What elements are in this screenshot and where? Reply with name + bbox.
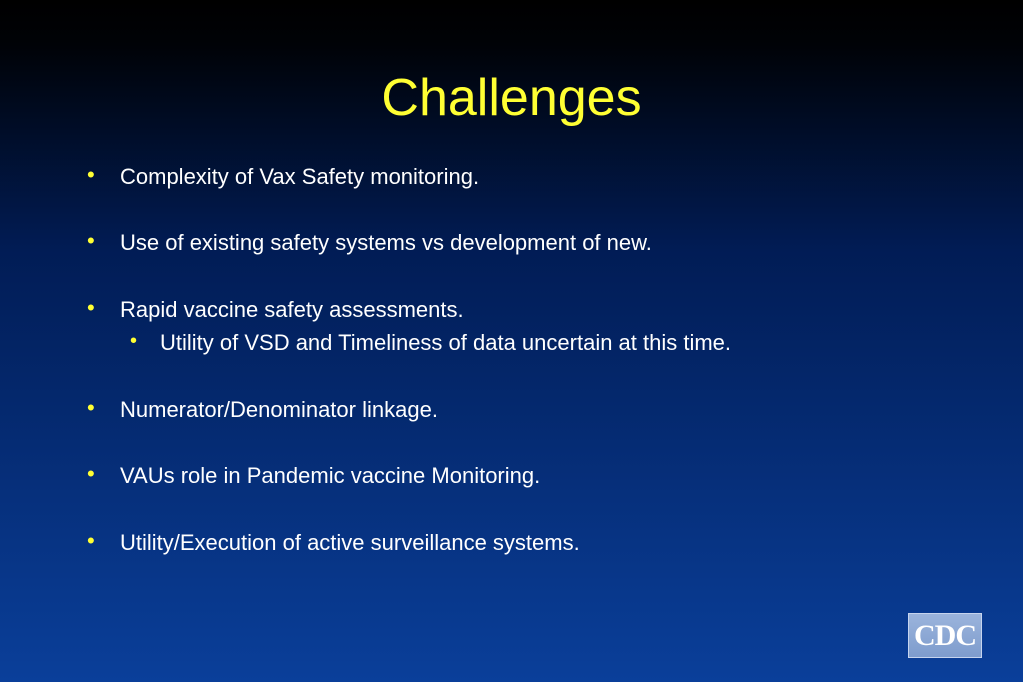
- bullet-icon: •: [87, 295, 95, 320]
- cdc-logo: CDC: [908, 613, 982, 658]
- bullet-text: VAUs role in Pandemic vaccine Monitoring.: [120, 463, 541, 488]
- bullet-text: Use of existing safety systems vs development of new.: [120, 230, 652, 255]
- bullet-text: Utility/Execution of active surveillance systems.: [120, 530, 580, 555]
- bullet-text: Numerator/Denominator linkage.: [120, 397, 438, 422]
- bullet-text: Complexity of Vax Safety monitoring.: [120, 164, 480, 189]
- bullet-icon: •: [87, 228, 95, 253]
- bullet-icon: •: [87, 395, 95, 420]
- bullet-icon: •: [87, 461, 95, 486]
- bullet-text: Rapid vaccine safety assessments.: [120, 297, 464, 322]
- bullet-icon: •: [87, 162, 95, 187]
- sub-bullet-icon: •: [130, 330, 138, 352]
- sub-bullet-text: Utility of VSD and Timeliness of data uncertain at this time.: [160, 330, 732, 355]
- slide-title: Challenges: [381, 69, 642, 127]
- bullet-icon: •: [87, 528, 95, 553]
